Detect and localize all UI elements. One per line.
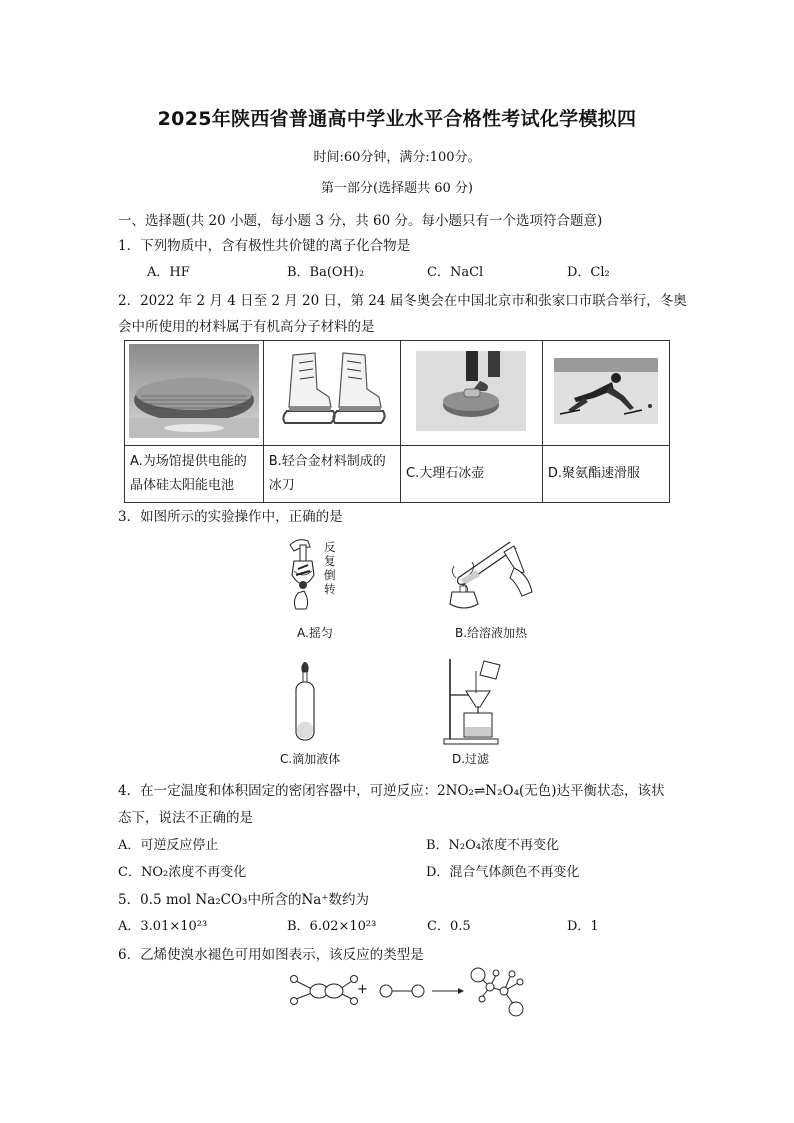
- reaction-diagram: [286, 963, 546, 1019]
- section-heading: 一、选择题(共 20 小题，每小题 3 分，共 60 分。每小题只有一个选项符合题意): [118, 213, 603, 229]
- dropping-figure: [288, 660, 324, 744]
- fig-a-caption: A.摇匀: [297, 626, 333, 640]
- part-heading: 第一部分(选择题共 60 分): [321, 181, 473, 196]
- question-1-stem: 1．下列物质中，含有极性共价键的离子化合物是: [118, 238, 411, 254]
- q2-option-b: B.轻合金材料制成的冰刀: [263, 446, 400, 503]
- stadium-image: [125, 341, 264, 446]
- question-2-stem-line1: 2．2022 年 2 月 4 日至 2 月 20 日，第 24 届冬奥会在中国北京市和张家口市联合举行，冬奥: [118, 293, 687, 309]
- q1-option-b: B．Ba(OH)₂: [287, 265, 365, 280]
- plus-sign: +: [357, 982, 368, 997]
- question-6-stem: 6．乙烯使溴水褪色可用如图表示，该反应的类型是: [118, 947, 424, 963]
- q4-option-d: D．混合气体颜色不再变化: [426, 865, 580, 880]
- question-5-stem: 5．0.5 mol Na₂CO₃中所含的Na⁺数约为: [118, 892, 369, 908]
- exam-title: 2025年陕西省普通高中学业水平合格性考试化学模拟四: [157, 108, 637, 130]
- q2-option-a: A.为场馆提供电能的晶体硅太阳能电池: [125, 446, 264, 503]
- ice-skates-image: [263, 341, 400, 446]
- question-3-stem: 3．如图所示的实验操作中，正确的是: [118, 509, 343, 525]
- q4-option-c: C．NO₂浓度不再变化: [118, 865, 247, 880]
- q5-option-c: C．0.5: [427, 919, 471, 934]
- q2-options-table: [124, 340, 670, 503]
- q5-option-d: D．1: [567, 919, 599, 934]
- question-2-stem-line2: 会中所使用的材料属于有机高分子材料的是: [118, 319, 375, 335]
- q1-option-d: D．Cl₂: [567, 265, 610, 280]
- q2-option-d: D.聚氨酯速滑服: [542, 446, 669, 503]
- filtration-figure: [442, 655, 504, 745]
- q4-option-a: A．可逆反应停止: [118, 838, 219, 853]
- shake-label: 反复倒转: [324, 540, 336, 596]
- q5-option-b: B．6.02×10²³: [287, 919, 377, 934]
- heating-figure: [444, 538, 536, 616]
- question-4-stem-line1: 4．在一定温度和体积固定的密闭容器中，可逆反应：2NO₂⇌N₂O₄(无色)达平衡状态，该状: [118, 783, 665, 799]
- q4-option-b: B．N₂O₄浓度不再变化: [426, 838, 560, 853]
- q5-option-a: A．3.01×10²³: [118, 919, 208, 934]
- curling-stone-image: [401, 341, 543, 446]
- speed-skater-image: [542, 341, 669, 446]
- q1-option-a: A．HF: [147, 265, 190, 280]
- question-4-stem-line2: 态下，说法不正确的是: [118, 810, 253, 826]
- fig-d-caption: D.过滤: [452, 752, 490, 766]
- q2-option-c: C.大理石冰壶: [401, 446, 543, 503]
- time-info: 时间:60分钟，满分:100分。: [313, 150, 481, 165]
- fig-b-caption: B.给溶液加热: [455, 626, 528, 640]
- fig-c-caption: C.滴加液体: [280, 752, 341, 766]
- q1-option-c: C．NaCl: [427, 265, 484, 280]
